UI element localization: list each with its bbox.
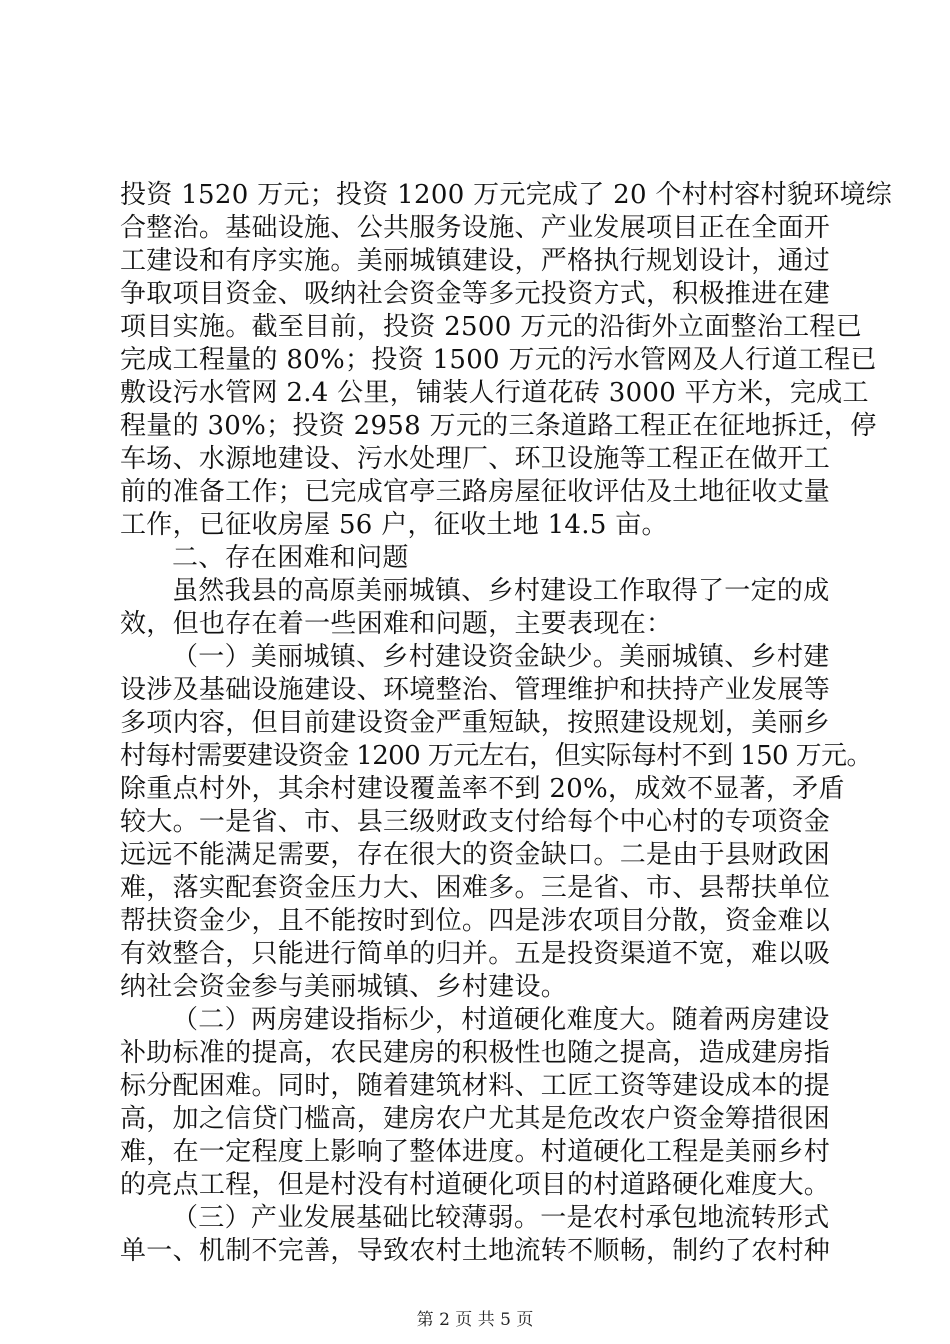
text-line: 虽然我县的高原美丽城镇、乡村建设工作取得了一定的成 bbox=[172, 576, 830, 606]
text-line: 工作，已征收房屋 56 户，征收土地 14.5 亩。 bbox=[120, 510, 668, 540]
text-line: 的亮点工程，但是村没有村道硬化项目的村道路硬化难度大。 bbox=[120, 1170, 831, 1200]
text-line: 投资 1520 万元；投资 1200 万元完成了 20 个村村容村貌环境综 bbox=[120, 180, 893, 210]
text-line: 有效整合，只能进行简单的归并。五是投资渠道不宽，难以吸 bbox=[120, 939, 831, 969]
text-line: （一）美丽城镇、乡村建设资金缺少。美丽城镇、乡村建 bbox=[172, 642, 830, 672]
text-line: 村每村需要建设资金 1200 万元左右，但实际每村不到 150 万元。 bbox=[120, 741, 872, 771]
text-line: 难，在一定程度上影响了整体进度。村道硬化工程是美丽乡村 bbox=[120, 1137, 831, 1167]
text-line: 远远不能满足需要，存在很大的资金缺口。二是由于县财政困 bbox=[120, 840, 831, 870]
text-line: 敷设污水管网 2.4 公里，铺装人行道花砖 3000 平方米，完成工 bbox=[120, 378, 869, 408]
text-line: （三）产业发展基础比较薄弱。一是农村承包地流转形式 bbox=[172, 1203, 830, 1233]
text-line: 高，加之信贷门槛高，建房农户尤其是危改农户资金筹措很困 bbox=[120, 1104, 831, 1134]
text-line: 工建设和有序实施。美丽城镇建设，严格执行规划设计，通过 bbox=[120, 246, 831, 276]
text-line: 设涉及基础设施建设、环境整治、管理维护和扶持产业发展等 bbox=[120, 675, 831, 705]
text-line: 效，但也存在着一些困难和问题，主要表现在： bbox=[120, 609, 673, 639]
text-line: 单一、机制不完善，导致农村土地流转不顺畅，制约了农村种 bbox=[120, 1236, 831, 1266]
text-line: 难，落实配套资金压力大、困难多。三是省、市、县帮扶单位 bbox=[120, 873, 831, 903]
text-line: 帮扶资金少，且不能按时到位。四是涉农项目分散，资金难以 bbox=[120, 906, 831, 936]
text-line: 完成工程量的 80%；投资 1500 万元的污水管网及人行道工程已 bbox=[120, 345, 877, 375]
text-line: 车场、水源地建设、污水处理厂、环卫设施等工程正在做开工 bbox=[120, 444, 831, 474]
text-line: 标分配困难。同时，随着建筑材料、工匠工资等建设成本的提 bbox=[120, 1071, 831, 1101]
text-line: 前的准备工作；已完成官亭三路房屋征收评估及土地征收丈量 bbox=[120, 477, 831, 507]
text-line: 除重点村外，其余村建设覆盖率不到 20%，成效不显著，矛盾 bbox=[120, 774, 845, 804]
text-line: 项目实施。截至目前，投资 2500 万元的沿街外立面整治工程已 bbox=[120, 312, 862, 342]
text-line: 补助标准的提高，农民建房的积极性也随之提高，造成建房指 bbox=[120, 1038, 831, 1068]
text-line: 争取项目资金、吸纳社会资金等多元投资方式，积极推进在建 bbox=[120, 279, 831, 309]
text-line: 较大。一是省、市、县三级财政支付给每个中心村的专项资金 bbox=[120, 807, 831, 837]
text-line: 程量的 30%；投资 2958 万元的三条道路工程正在征地拆迁，停 bbox=[120, 411, 877, 441]
text-line: 纳社会资金参与美丽城镇、乡村建设。 bbox=[120, 972, 568, 1002]
text-line: 多项内容，但目前建设资金严重短缺，按照建设规划，美丽乡 bbox=[120, 708, 831, 738]
text-line: 合整治。基础设施、公共服务设施、产业发展项目正在全面开 bbox=[120, 213, 831, 243]
page-number-footer: 第 2 页 共 5 页 bbox=[416, 1310, 534, 1330]
section-heading: 二、存在困难和问题 bbox=[172, 543, 409, 573]
text-line: （二）两房建设指标少，村道硬化难度大。随着两房建设 bbox=[172, 1005, 830, 1035]
